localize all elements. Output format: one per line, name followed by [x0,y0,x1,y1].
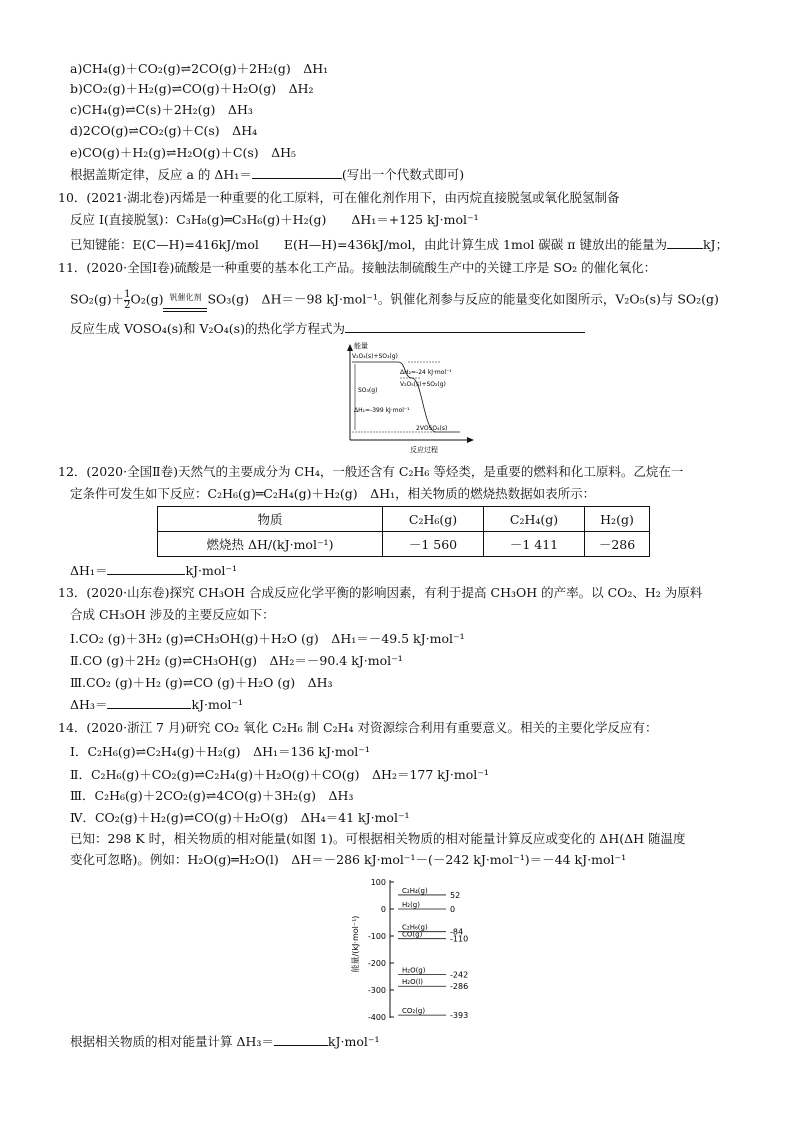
q11-equation: SO₂(g)＋ $\frac{1}{2}$ O₂(g) 钒催化剂 SO₃(g) ΔH＝－98 kJ·mol⁻¹。钒催化剂参与反应的能量变化如图所示，V₂O₅(s)与 SO₂(g) [70,288,719,311]
dh2-label: ΔH₂=-24 kJ·mol⁻¹ [400,369,452,376]
y-tick-label: -200 [367,959,386,968]
energy-level-value: 52 [450,890,461,900]
question-13: 13．(2020·山东卷)探究 CH₃OH 合成反应化学平衡的影响因素，有利于提高 CH₃OH 的产率。以 CO₂、H₂ 为原料 [58,585,703,600]
q13-line2: 合成 CH₃OH 涉及的主要反应如下： [70,607,275,622]
answer-blank[interactable] [107,562,185,575]
reaction-e: e)CO(g)＋H₂(g)⇌H₂O(g)＋C(s) ΔH₅ [70,145,297,160]
answer-blank[interactable] [252,166,342,179]
q14-reaction-1: Ⅰ．C₂H₆(g)⇌C₂H₄(g)＋H₂(g) ΔH₁＝136 kJ·mol⁻¹ [70,744,370,759]
dh1-label: ΔH₁=-399 kJ·mol⁻¹ [354,407,410,414]
energy-level-value: -286 [450,982,469,992]
q14-reaction-4: Ⅳ．CO₂(g)＋H₂(g)⇌CO(g)＋H₂O(g) ΔH₄＝41 kJ·mol⁻¹ [70,810,410,825]
answer-blank[interactable] [274,1033,328,1046]
y-tick-label: -100 [367,932,386,941]
table-header: C₂H₄(g) [484,507,585,532]
level-bottom-label: 2VOSO₄(s) [416,425,448,432]
q10-bond-energy: 已知键能：E(C—H)=416kJ/mol E(H—H)=436kJ/mol，由此计算生成 1mol 碳碳 π 键放出的能量为 kJ； [70,237,729,252]
question-10: 10．(2021·湖北卷)丙烯是一种重要的化工原料，可在催化剂作用下，由丙烷直接脱氢或氧化脱氢制备 [58,190,620,205]
energy-level-name: CO₂(g) [402,1007,426,1016]
y-tick-label: 100 [370,878,386,887]
energy-level-name: H₂(g) [402,901,420,909]
energy-level-name: CO(g) [402,930,423,939]
table-row [158,532,650,557]
relative-energy-diagram [338,874,488,1026]
x-axis-label: 反应过程 [410,446,438,454]
energy-levels [398,887,468,1020]
hess-question: 根据盖斯定律，反应 a 的 ΔH₁＝ (写出一个代数式即可) [70,167,465,182]
energy-level-value: -84 [450,927,464,937]
y-axis-label: 能量/(kJ·mol⁻¹) [351,915,360,973]
q14-reaction-2: Ⅱ．C₂H₆(g)＋CO₂(g)⇌C₂H₄(g)＋H₂O(g)＋CO(g) ΔH₂＝177 kJ·mol⁻¹ [70,767,489,782]
q12-answer: ΔH₁＝ kJ·mol⁻¹ [70,563,237,578]
combustion-table [157,506,650,557]
q13-reaction-1: Ⅰ.CO₂ (g)＋3H₂ (g)⇌CH₃OH(g)＋H₂O (g) ΔH₁＝－49.5 kJ·mol⁻¹ [70,631,465,646]
level-top-label: V₂O₄(s)+SO₃(g) [352,353,398,360]
reaction-d: d)2CO(g)⇌CO₂(g)＋C(s) ΔH₄ [70,123,258,138]
energy-level-value: 0 [450,905,456,914]
reaction-c: c)CH₄(g)⇌C(s)＋2H₂(g) ΔH₃ [70,102,253,117]
table-cell: －1 560 [383,532,484,557]
table-row [158,507,650,532]
so3-label: SO₃(g) [358,387,378,394]
energy-level-value: -242 [450,970,469,980]
table-header: H₂(g) [585,507,650,532]
table-cell: 燃烧热 ΔH/(kJ·mol⁻¹) [158,532,383,557]
q14-answer: 根据相关物质的相对能量计算 ΔH₃＝ kJ·mol⁻¹ [70,1034,380,1049]
q14-reaction-3: Ⅲ．C₂H₆(g)＋2CO₂(g)⇌4CO(g)＋3H₂(g) ΔH₃ [70,788,354,803]
y-tick-label: -400 [367,1013,386,1022]
answer-blank[interactable] [345,320,585,333]
q12-line2: 定条件可发生如下反应：C₂H₆(g)═C₂H₄(g)＋H₂(g) ΔH₁，相关物质的燃烧热数据如表所示： [70,486,596,501]
reaction-a: a)CH₄(g)＋CO₂(g)⇌2CO(g)＋2H₂(g) ΔH₁ [70,61,329,76]
question-14: 14．(2020·浙江 7 月)研究 CO₂ 氧化 C₂H₆ 制 C₂H₄ 对资源综合利用有重要意义。相关的主要化学反应有： [58,720,658,735]
q14-known-2: 变化可忽略)。例如：H₂O(g)═H₂O(l) ΔH＝－286 kJ·mol⁻¹－(－242 kJ·mol⁻¹)＝－44 kJ·mol⁻¹ [70,852,627,867]
answer-blank[interactable] [667,236,703,249]
q14-known-1: 已知：298 K 时，相关物质的相对能量(如图 1)。可根据相关物质的相对能量计算反应或变化的 ΔH(ΔH 随温度 [70,831,686,846]
question-12: 12．(2020·全国Ⅱ卷)天然气的主要成分为 CH₄，一般还含有 C₂H₆ 等烃类，是重要的燃料和化工原料。乙烷在一 [58,464,684,479]
energy-level-name: C₂H₄(g) [402,886,428,895]
catalyst-arrow: 钒催化剂 [163,288,207,312]
q11-prompt: 反应生成 VOSO₄(s)和 V₂O₄(s)的热化学方程式为 [70,320,585,337]
question-11: 11．(2020·全国Ⅰ卷)硫酸是一种重要的基本化工产品。接触法制硫酸生产中的关键工序是 SO₂ 的催化氧化： [58,260,657,275]
answer-blank[interactable] [107,696,191,709]
q10-reaction: 反应 I(直接脱氢)：C₃H₈(g)═C₃H₆(g)＋H₂(g) ΔH₁＝+125 kJ·mol⁻¹ [70,212,479,227]
table-header: 物质 [158,507,383,532]
fraction: $\frac{1}{2}$ [124,288,131,311]
energy-level-name: H₂O(g) [402,966,426,975]
y-tick-label: -300 [367,986,386,995]
reaction-b: b)CO₂(g)＋H₂(g)⇌CO(g)＋H₂O(g) ΔH₂ [70,81,314,96]
q13-reaction-2: Ⅱ.CO (g)＋2H₂ (g)⇌CH₃OH(g) ΔH₂＝－90.4 kJ·mol⁻¹ [70,653,403,668]
table-cell: －1 411 [484,532,585,557]
energy-level-name: C₂H₆(g) [402,923,428,932]
energy-level-name: H₂O(l) [402,978,423,987]
energy-diagram-v2o5 [340,340,480,455]
q13-reaction-3: Ⅲ.CO₂ (g)＋H₂ (g)⇌CO (g)＋H₂O (g) ΔH₃ [70,675,333,690]
q13-answer: ΔH₃＝ kJ·mol⁻¹ [70,697,243,712]
y-tick-label: 0 [380,905,386,914]
table-cell: －286 [585,532,650,557]
y-axis-label: 能量 [354,342,368,350]
level-mid-label: V₂O₅(s)+SO₂(g) [400,381,446,388]
table-header: C₂H₆(g) [383,507,484,532]
energy-level-value: -110 [450,934,469,944]
energy-level-value: -393 [450,1011,469,1021]
